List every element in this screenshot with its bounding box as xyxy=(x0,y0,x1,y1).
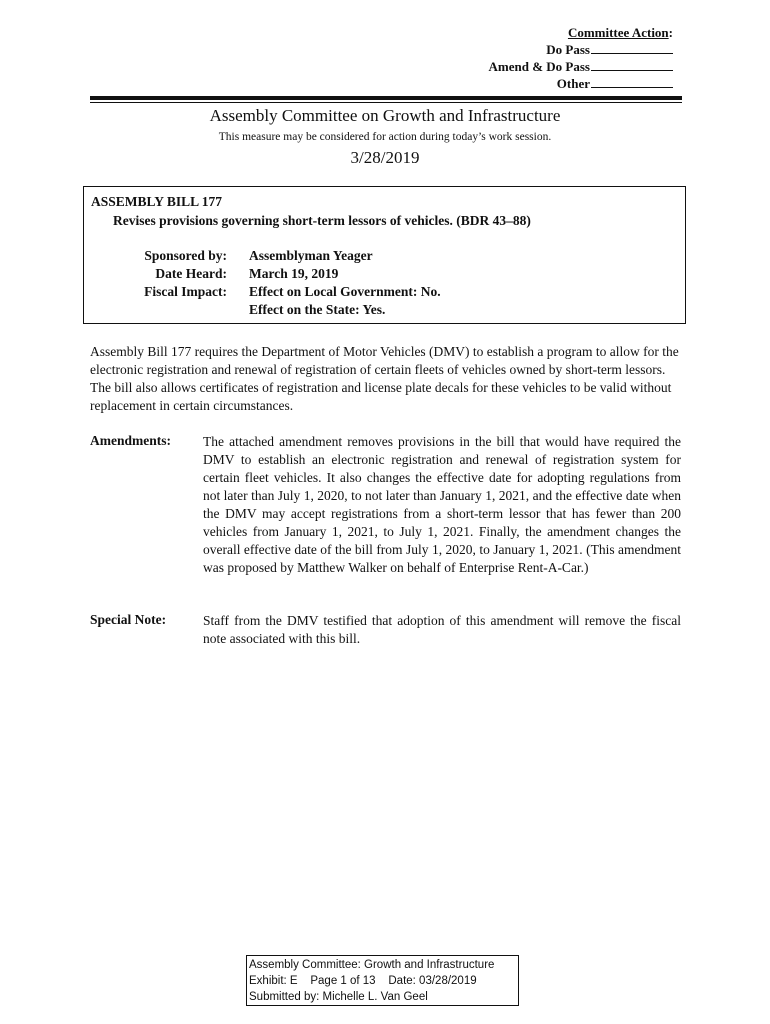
stamp-committee: Assembly Committee: Growth and Infrastructure xyxy=(249,959,495,971)
stamp-exhibit: Exhibit: E xyxy=(249,975,298,987)
sponsored-by-label: Sponsored by: xyxy=(144,248,227,263)
fiscal-state-value: Effect on the State: Yes. xyxy=(249,302,386,317)
amend-do-pass-blank xyxy=(591,59,673,71)
committee-action-heading: Committee Action xyxy=(567,25,669,40)
fiscal-impact-label: Fiscal Impact: xyxy=(144,284,227,299)
hearing-date: 3/28/2019 xyxy=(350,148,420,167)
bill-title: Revises provisions governing short-term lessors of vehicles. (BDR 43–88) xyxy=(113,213,531,228)
exhibit-stamp xyxy=(246,955,519,1006)
date-heard-value: March 19, 2019 xyxy=(249,266,339,281)
other-blank xyxy=(591,76,673,88)
stamp-page: Page 1 of 13 xyxy=(310,975,376,987)
do-pass-blank xyxy=(591,42,673,54)
committee-title: Assembly Committee on Growth and Infrastructure xyxy=(209,106,561,125)
bill-info-box xyxy=(83,186,686,324)
measure-note: This measure may be considered for action during today’s work session. xyxy=(218,131,552,143)
committee-action-block: Committee Action: Do Pass Amend & Do Pass Other xyxy=(488,25,673,91)
stamp-exhibit-line xyxy=(249,973,516,989)
bill-number: ASSEMBLY BILL 177 xyxy=(91,194,223,209)
other-line: Other xyxy=(489,75,673,92)
special-note-label: Special Note: xyxy=(90,612,167,627)
amendments-label: Amendments: xyxy=(90,433,171,448)
stamp-date: Date: 03/28/2019 xyxy=(388,975,477,987)
header-rule-thin xyxy=(90,102,682,103)
stamp-submitted-by: Submitted by: Michelle L. Van Geel xyxy=(249,991,428,1003)
bill-summary: Assembly Bill 177 requires the Department of Motor Vehicles (DMV) to establish a program to allow for the electronic registration and renewal of registration of certain fleets of vehicles owned by short-term lessors. The bill also allows certificates of registration and license plate decals for these vehicles to be valid without replacement in certain circumstances. xyxy=(90,344,679,413)
do-pass-line: Do Pass xyxy=(489,41,673,58)
header-rule-thick xyxy=(90,96,682,100)
date-heard-label: Date Heard: xyxy=(155,266,227,281)
amend-do-pass-line: Amend & Do Pass xyxy=(489,58,673,75)
sponsored-by-value: Assemblyman Yeager xyxy=(249,248,373,263)
special-note-text: Staff from the DMV testified that adoption of this amendment will remove the fiscal note associated with this bill. xyxy=(203,613,681,646)
fiscal-local-value: Effect on Local Government: No. xyxy=(249,284,441,299)
amendments-text: The attached amendment removes provisions in the bill that would have required the DMV to establish an electronic registration and renewal of registration system for certain fleet vehicles. It also changes the effective date for adopting regulations from not later than July 1, 2020, to not later than January 1, 2021, and the effective date when the DMV may accept registrations from a short-term lessor that has fewer than 200 vehicles from January 1, 2021, to July 1, 2021. Finally, the amendment changes the overall effective date of the bill from July 1, 2020, to January 1, 2021. (This amendment was proposed by Matthew Walker on behalf of Enterprise Rent-A-Car.) xyxy=(203,434,681,575)
